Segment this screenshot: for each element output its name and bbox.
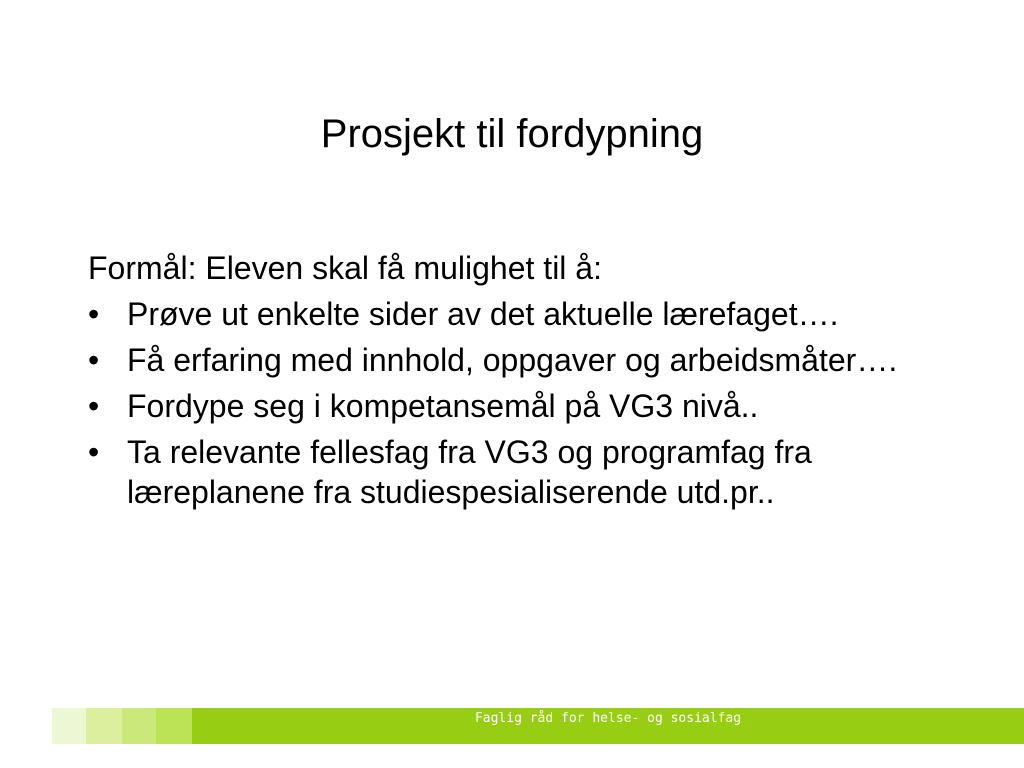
- slide-title: Prosjekt til fordypning: [320, 112, 704, 156]
- bullet-item: [88, 294, 958, 334]
- bullet-item: [88, 340, 958, 380]
- bullet-dot-icon: •: [88, 388, 100, 424]
- bullet-dot-icon: •: [88, 342, 100, 378]
- bullet-text: Få erfaring med innhold, oppgaver og arbeidsmåter….: [127, 342, 898, 378]
- footer-bar: [52, 708, 1024, 744]
- bullet-text: Ta relevante fellesfag fra VG3 og programfag fra læreplanene fra studiespesialiserende utd.pr..: [127, 434, 812, 510]
- bullet-item: [88, 386, 958, 426]
- bullet-text: Prøve ut enkelte sider av det aktuelle lærefaget….: [127, 296, 839, 332]
- intro-text: Formål: Eleven skal få mulighet til å:: [88, 250, 602, 286]
- bullet-dot-icon: •: [88, 434, 100, 470]
- footer-tint-block: [156, 708, 192, 744]
- bullet-dot-icon: •: [88, 296, 100, 332]
- footer-text: Faglig råd for helse- og sosialfag: [474, 711, 742, 726]
- footer-tint-block: [52, 708, 86, 744]
- footer-tint-block: [122, 708, 156, 744]
- bullet-item: [88, 432, 958, 512]
- bullet-text: Fordype seg i kompetansemål på VG3 nivå..: [127, 388, 759, 424]
- slide-body: [88, 248, 958, 518]
- bullet-list: [88, 294, 958, 512]
- footer-tint-block: [86, 708, 122, 744]
